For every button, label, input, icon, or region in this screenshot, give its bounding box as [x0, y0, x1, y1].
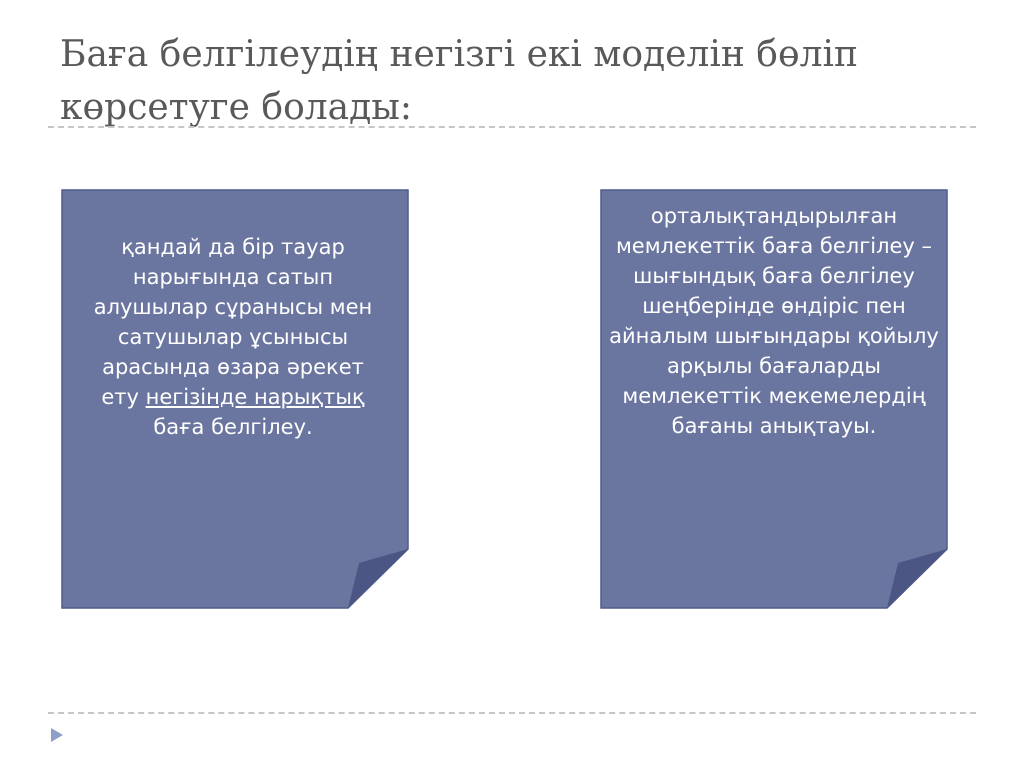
right-card-text: орталықтандырылған мемлекеттік баға белгілеу – шығындық баға белгілеу шеңберінде өндіріс пен айналым шығындары қойылу арқылы бағаларды мемлекеттік мекемелердің бағаны анықтауы.	[609, 204, 939, 438]
footer-divider	[48, 712, 976, 714]
triangle-right-icon	[50, 727, 64, 743]
right-model-card	[600, 189, 948, 609]
title-divider	[48, 126, 976, 128]
slide-title: Баға белгілеудің негізгі екі моделін бөліп көрсетуге болады:	[60, 34, 859, 128]
left-card-underlined-text: негізінде нарықтық	[145, 385, 365, 409]
left-card-text-end: баға белгілеу.	[153, 415, 313, 439]
left-model-card	[61, 189, 409, 609]
left-card-text	[83, 232, 383, 442]
left-card-text-start: қандай да бір тауар нарығында сатып алушылар сұранысы мен сатушылар ұсынысы арасында өзара әрекет ету	[93, 235, 373, 409]
